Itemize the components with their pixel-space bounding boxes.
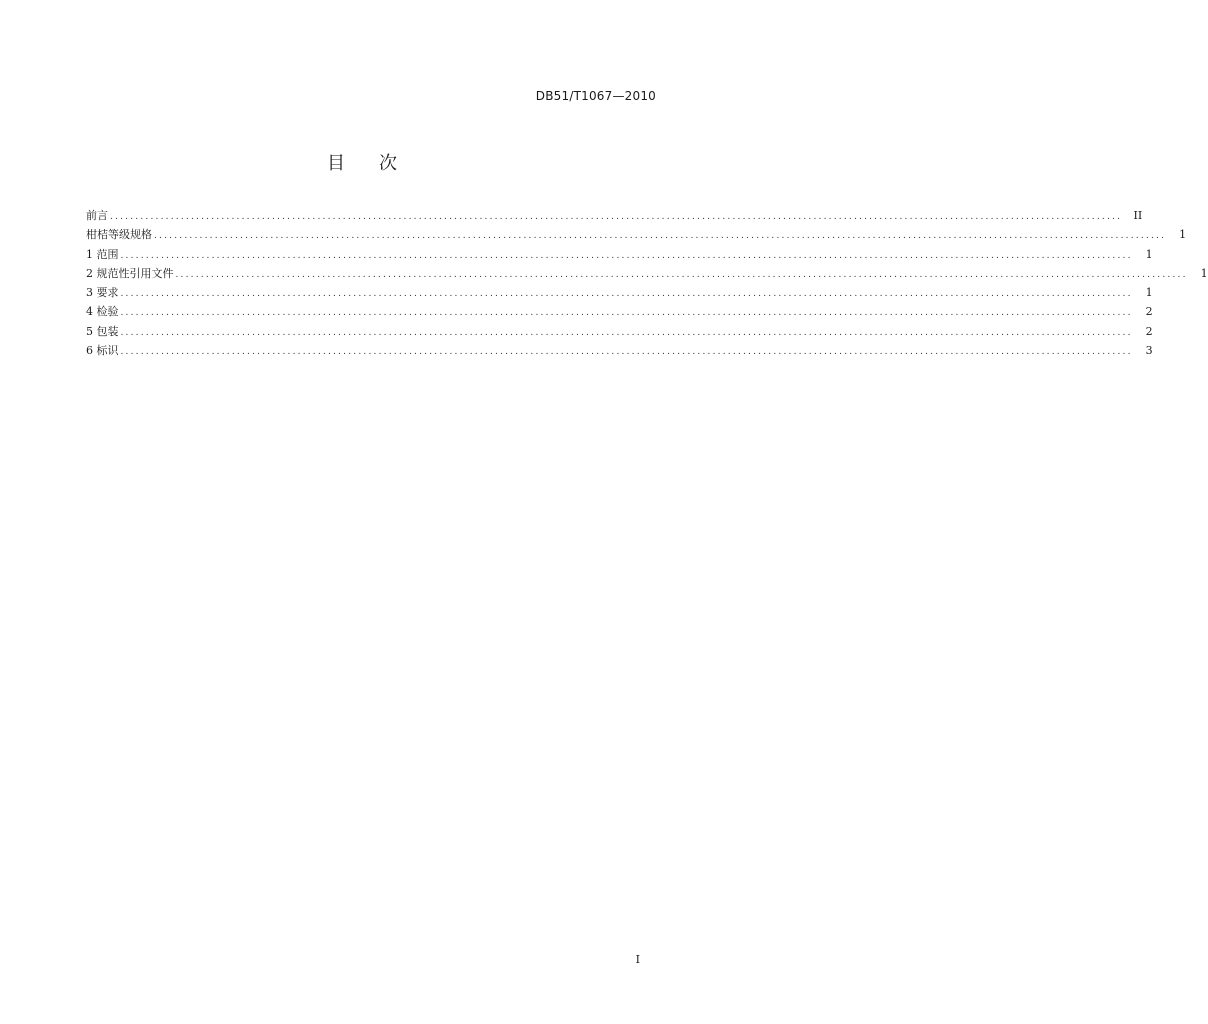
toc-entry-label: 6 标识 bbox=[86, 344, 119, 358]
toc-entry-label: 4 检验 bbox=[86, 305, 119, 319]
toc-entry-page: 2 bbox=[1145, 324, 1153, 338]
toc-entry-label: 柑桔等级规格 bbox=[86, 228, 152, 242]
toc-entry-page: 1 bbox=[1200, 266, 1208, 280]
toc-entry-packaging[interactable] bbox=[86, 322, 1153, 341]
toc-entry-page: 2 bbox=[1145, 305, 1153, 319]
toc-entry-inspection[interactable] bbox=[86, 302, 1153, 321]
toc-entry-labelling[interactable] bbox=[86, 341, 1153, 360]
document-code: DB51/T1067—2010 bbox=[535, 89, 656, 103]
toc-entry-page: 3 bbox=[1145, 344, 1153, 358]
toc-entry-label: 3 要求 bbox=[86, 286, 119, 300]
toc-entry-requirements[interactable] bbox=[86, 283, 1153, 302]
page-number: I bbox=[635, 953, 640, 966]
toc-entry-label: 1 范围 bbox=[86, 247, 119, 261]
toc-dot-leader: ........................................................................................................................................................................................................ bbox=[175, 269, 1188, 280]
toc-entry-page: 1 bbox=[1145, 247, 1153, 261]
toc-dot-leader: ........................................................................................................................................................................................................ bbox=[120, 308, 1133, 319]
toc-entry-page: II bbox=[1133, 209, 1143, 222]
toc-dot-leader: ........................................................................................................................................................................................................ bbox=[120, 347, 1133, 358]
toc-entry-scope[interactable] bbox=[86, 245, 1153, 264]
toc-dot-leader: ........................................................................................................................................................................................................ bbox=[110, 212, 1123, 222]
toc-entry-normative-references[interactable] bbox=[86, 264, 1208, 283]
toc-dot-leader: ........................................................................................................................................................................................................ bbox=[154, 231, 1167, 242]
toc-entry-citrus-grade-spec[interactable] bbox=[86, 225, 1187, 244]
toc-entry-label: 5 包装 bbox=[86, 324, 119, 338]
toc-dot-leader: ........................................................................................................................................................................................................ bbox=[120, 250, 1133, 261]
toc-list bbox=[86, 206, 1208, 360]
toc-entry-label: 2 规范性引用文件 bbox=[86, 266, 174, 280]
toc-entry-label: 前言 bbox=[86, 209, 108, 222]
toc-dot-leader: ........................................................................................................................................................................................................ bbox=[120, 289, 1133, 300]
toc-entry-foreword[interactable] bbox=[86, 206, 1143, 225]
toc-entry-page: 1 bbox=[1145, 286, 1153, 300]
toc-entry-page: 1 bbox=[1179, 228, 1187, 242]
toc-title: 目次 bbox=[327, 153, 431, 174]
toc-dot-leader: ........................................................................................................................................................................................................ bbox=[120, 327, 1133, 338]
